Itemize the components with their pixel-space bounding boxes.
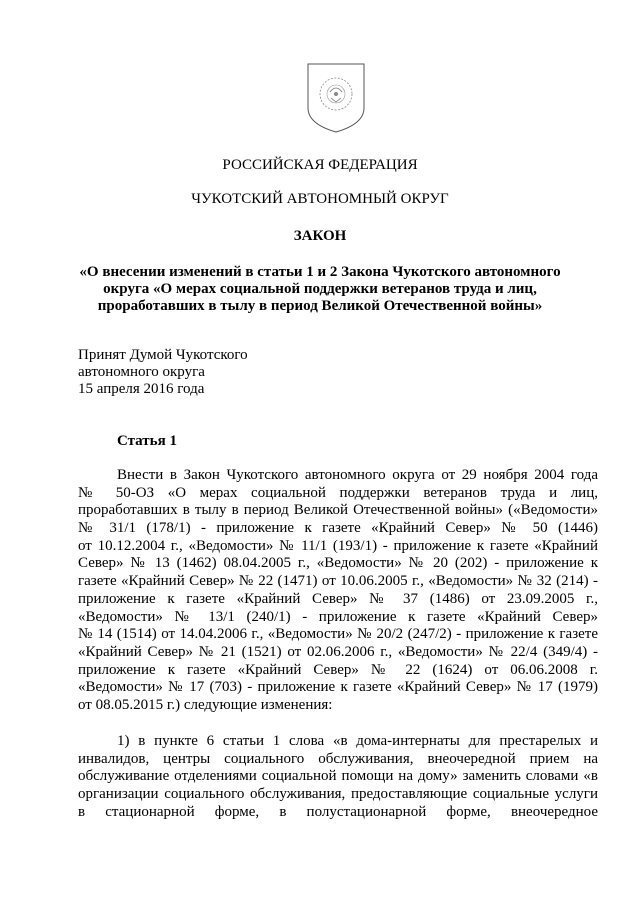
adoption-line: автономного округа	[78, 364, 205, 380]
country-name: РОССИЙСКАЯ ФЕДЕРАЦИЯ	[222, 157, 418, 173]
paragraph-line: газете «Крайний Север» № 22 (1471) от 10.06.2005 г., «Ведомости» № 32 (214) -	[78, 573, 598, 590]
law-title-line: проработавших в тылу в период Великой Отечественной войны»	[97, 298, 543, 314]
coat-of-arms-icon	[304, 62, 368, 134]
paragraph-line: от 10.12.2004 г., «Ведомости» № 11/1 (193/1) - приложение к газете «Крайний	[78, 537, 598, 554]
paragraph-line: «Ведомости» № 13/1 (240/1) - приложение к газете «Крайний Север»	[78, 608, 598, 625]
adoption-block	[78, 347, 248, 398]
law-title-line: «О внесении изменений в статьи 1 и 2 Закона Чукотского автономного	[79, 264, 561, 280]
paragraph-line: обслуживание отделениями социальной помощи на дому» заменить словами «в	[78, 768, 598, 785]
paragraph-line: в стационарной форме, в полустационарной форме, внеочередное	[78, 803, 598, 820]
paragraph-line: № 31/1 (178/1) - приложение к газете «Крайний Север» № 50 (1446)	[78, 520, 598, 537]
law-title-line: округа «О мерах социальной поддержки ветеранов труда и лиц,	[103, 281, 537, 297]
paragraph-line: «Ведомости» № 17 (703) - приложение к газете «Крайний Север» № 17 (1979)	[78, 679, 598, 696]
article-heading: Статья 1	[117, 433, 177, 449]
paragraph-line: от 08.05.2015 г.) следующие изменения:	[78, 696, 333, 713]
adoption-date: 15 апреля 2016 года	[78, 381, 205, 397]
paragraph-line: Север» № 13 (1462) 08.04.2005 г., «Ведомости» № 20 (202) - приложение к	[78, 555, 598, 572]
paragraph-line: проработавших в тылу в период Великой Отечественной войны» («Ведомости»	[78, 502, 598, 519]
paragraph-line: «Крайний Север» № 21 (1521) от 02.06.2006 г., «Ведомости» № 22/4 (349/4) -	[78, 643, 598, 660]
document-type: ЗАКОН	[293, 228, 347, 244]
paragraph-line: инвалидов, центры социального обслуживания, внеочередной прием на	[78, 750, 598, 767]
article-item-1	[78, 733, 598, 821]
paragraph-line: 1) в пункте 6 статьи 1 слова «в дома-интернаты для престарелых и	[117, 733, 598, 749]
paragraph-line: приложение к газете «Крайний Север» № 37 (1486) от 23.09.2005 г.,	[78, 590, 598, 607]
region-name: ЧУКОТСКИЙ АВТОНОМНЫЙ ОКРУГ	[191, 191, 449, 207]
adoption-line: Принят Думой Чукотского	[78, 347, 248, 363]
paragraph-line: организации социального обслуживания, предоставляющие социальные услуги	[78, 786, 598, 803]
article-intro-paragraph	[78, 467, 598, 715]
paragraph-line: приложение к газете «Крайний Север» № 22 (1624) от 06.06.2008 г.	[78, 661, 598, 678]
paragraph-line: № 14 (1514) от 14.04.2006 г., «Ведомости» № 20/2 (247/2) - приложение к газете	[78, 626, 598, 643]
paragraph-line: № 50-ОЗ «О мерах социальной поддержки ветеранов труда и лиц,	[78, 484, 598, 501]
paragraph-line: Внести в Закон Чукотского автономного округа от 29 ноября 2004 года	[117, 467, 598, 483]
